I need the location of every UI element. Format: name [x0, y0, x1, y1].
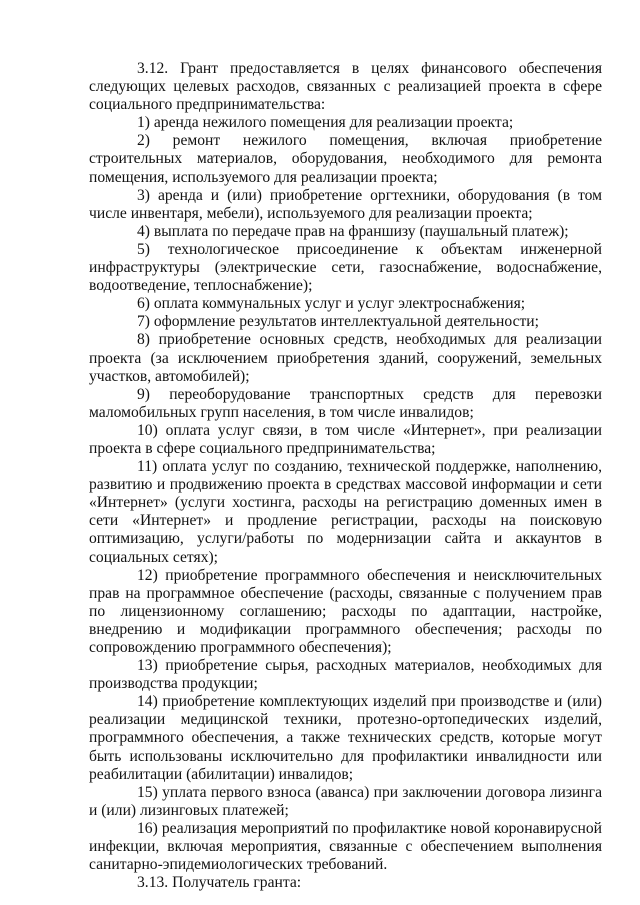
list-item: 1) аренда нежилого помещения для реализации проекта;	[137, 114, 514, 132]
list-item: 11) оплата услуг по созданию, технической поддержке, наполнению, развитию и продвижению проекта в средствах массовой информации и сети «Интернет» (услуги хостинга, расходы на регистрацию доменных имен в сети «Интернет» и продление регистрации, расходы на поисковую оптимизацию, услуги/работы по модернизации сайта и аккаунтов в социальных сетях);	[89, 458, 602, 566]
section-3-13-paragraph: 3.13. Получатель гранта:	[137, 874, 302, 892]
list-item: 16) реализация мероприятий по профилактике новой коронавирусной инфекции, включая мероприятия, связанные с обеспечением выполнения санитарно-эпидемиологических требований.	[89, 819, 602, 874]
document-page	[89, 60, 602, 892]
list-item: 6) оплата коммунальных услуг и услуг электроснабжения;	[137, 295, 526, 313]
list-item: 7) оформление результатов интеллектуальной деятельности;	[137, 313, 539, 331]
section-3-12-paragraph: 3.12. Грант предоставляется в целях финансового обеспечения следующих целевых расходов, связанных с реализацией проекта в сфере социального предпринимательства:	[89, 60, 602, 114]
list-item: 10) оплата услуг связи, в том числе «Интернет», при реализации проекта в сфере социального предпринимательства;	[89, 421, 602, 457]
list-item: 4) выплата по передаче прав на франшизу (паушальный платеж);	[137, 222, 569, 240]
list-item: 5) технологическое присоединение к объектам инженерной инфраструктуры (электрические сети, газоснабжение, водоснабжение, водоотведение, теплоснабжение);	[89, 240, 602, 295]
list-item: 12) приобретение программного обеспечения и неисключительных прав на программное обеспечение (расходы, связанные с получением прав по лицензионному соглашению; расходы по адаптации, настройке, внедрению и модификации программного обеспечения; расходы по сопровождению программного обеспечения);	[89, 566, 602, 656]
list-item: 3) аренда и (или) приобретение оргтехники, оборудования (в том числе инвентаря, мебели), используемого для реализации проекта;	[89, 186, 602, 222]
list-item: 15) уплата первого взноса (аванса) при заключении договора лизинга и (или) лизинговых платежей;	[89, 783, 602, 819]
list-item: 2) ремонт нежилого помещения, включая приобретение строительных материалов, оборудования, необходимого для ремонта помещения, используемого для реализации проекта;	[89, 132, 602, 186]
list-item: 8) приобретение основных средств, необходимых для реализации проекта (за исключением приобретения зданий, сооружений, земельных участков, автомобилей);	[89, 331, 602, 385]
expense-list	[89, 114, 602, 874]
list-item: 9) переоборудование транспортных средств для перевозки маломобильных групп населения, в том числе инвалидов;	[89, 385, 602, 421]
list-item: 14) приобретение комплектующих изделий при производстве и (или) реализации медицинской техники, протезно-ортопедических изделий, программного обеспечения, а также технических средств, которые могут быть использованы исключительно для профилактики инвалидности или реабилитации (абилитации) инвалидов;	[89, 693, 602, 783]
list-item: 13) приобретение сырья, расходных материалов, необходимых для производства продукции;	[89, 657, 602, 693]
